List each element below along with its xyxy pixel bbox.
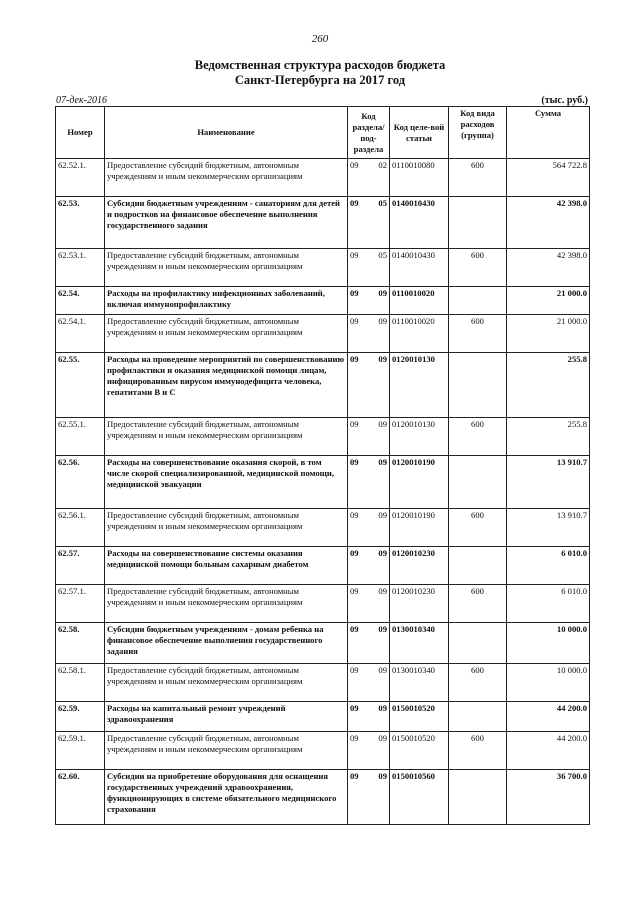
row-target-code: 0130010340 — [390, 664, 449, 702]
row-sum: 44 200.0 — [507, 702, 590, 732]
row-section-code — [348, 732, 390, 770]
subsection-code: 05 — [378, 250, 387, 260]
row-number: 62.60. — [56, 770, 105, 825]
row-name: Расходы на капитальный ремонт учреждений здравоохранения — [105, 702, 348, 732]
section-code: 09 — [350, 354, 359, 364]
document-date: 07-дек-2016 — [56, 95, 107, 106]
row-sum: 21 000.0 — [507, 287, 590, 315]
header-section: Код раздела/ под-раздела — [348, 107, 390, 159]
row-expense-type: 600 — [449, 418, 507, 456]
row-sum: 42 398.0 — [507, 197, 590, 249]
row-name: Предоставление субсидий бюджетным, автономным учреждениям и иным некоммерческим организациям — [105, 418, 348, 456]
table-row — [56, 585, 590, 623]
row-number: 62.58.1. — [56, 664, 105, 702]
row-number: 62.58. — [56, 623, 105, 664]
table-row — [56, 702, 590, 732]
section-code: 09 — [350, 624, 359, 634]
row-expense-type — [449, 770, 507, 825]
row-section-code — [348, 287, 390, 315]
row-expense-type — [449, 702, 507, 732]
row-expense-type — [449, 623, 507, 664]
row-sum: 10 000.0 — [507, 623, 590, 664]
header-target: Код целе-вой статьи — [390, 107, 449, 159]
row-expense-type — [449, 197, 507, 249]
subsection-code: 09 — [378, 665, 387, 675]
row-target-code: 0120010230 — [390, 547, 449, 585]
row-expense-type: 600 — [449, 732, 507, 770]
table-row — [56, 159, 590, 197]
table-row — [56, 664, 590, 702]
row-number: 62.55. — [56, 353, 105, 418]
row-section-code — [348, 664, 390, 702]
subsection-code: 09 — [378, 771, 387, 781]
row-name: Расходы на совершенствование оказания скорой, в том числе скорой специализированной, медицинской помощи, медицинской эвакуации — [105, 456, 348, 509]
section-code: 09 — [350, 665, 359, 675]
row-sum: 21 000.0 — [507, 315, 590, 353]
row-target-code: 0120010130 — [390, 418, 449, 456]
subsection-code: 09 — [378, 419, 387, 429]
subsection-code: 09 — [378, 316, 387, 326]
row-sum: 36 700.0 — [507, 770, 590, 825]
row-section-code — [348, 770, 390, 825]
subsection-code: 09 — [378, 354, 387, 364]
row-number: 62.59.1. — [56, 732, 105, 770]
units-label: (тыс. руб.) — [541, 95, 588, 106]
table-row — [56, 353, 590, 418]
table-header-row — [56, 107, 590, 159]
section-code: 09 — [350, 288, 359, 298]
table-row — [56, 249, 590, 287]
row-target-code: 0150010560 — [390, 770, 449, 825]
row-number: 62.56.1. — [56, 509, 105, 547]
table-row — [56, 315, 590, 353]
row-section-code — [348, 547, 390, 585]
row-expense-type: 600 — [449, 159, 507, 197]
row-number: 62.54. — [56, 287, 105, 315]
row-number: 62.57.1. — [56, 585, 105, 623]
row-section-code — [348, 159, 390, 197]
row-target-code: 0120010190 — [390, 509, 449, 547]
row-name: Расходы на профилактику инфекционных заболеваний, включая иммунопрофилактику — [105, 287, 348, 315]
header-name: Наименование — [105, 107, 348, 159]
row-expense-type: 600 — [449, 249, 507, 287]
table-body — [56, 159, 590, 825]
row-sum: 10 000.0 — [507, 664, 590, 702]
header-sum: Сумма — [507, 107, 590, 159]
row-number: 62.53. — [56, 197, 105, 249]
row-sum: 6 010.0 — [507, 585, 590, 623]
row-target-code: 0110010020 — [390, 315, 449, 353]
subsection-code: 05 — [378, 198, 387, 208]
section-code: 09 — [350, 250, 359, 260]
row-section-code — [348, 418, 390, 456]
row-section-code — [348, 249, 390, 287]
row-number: 62.57. — [56, 547, 105, 585]
row-section-code — [348, 456, 390, 509]
row-sum: 13 910.7 — [507, 456, 590, 509]
row-sum: 255.8 — [507, 418, 590, 456]
row-target-code: 0130010340 — [390, 623, 449, 664]
row-expense-type: 600 — [449, 585, 507, 623]
table-row — [56, 770, 590, 825]
row-sum: 44 200.0 — [507, 732, 590, 770]
budget-table — [55, 106, 590, 825]
row-section-code — [348, 623, 390, 664]
row-name: Расходы на проведение мероприятий по совершенствованию профилактики и оказания медицинской помощи лицам, инфицированным вирусом иммунодефицита человека, гепатитами В и С — [105, 353, 348, 418]
row-section-code — [348, 509, 390, 547]
table-row — [56, 456, 590, 509]
section-code: 09 — [350, 548, 359, 558]
row-expense-type — [449, 456, 507, 509]
row-target-code: 0120010130 — [390, 353, 449, 418]
row-name: Предоставление субсидий бюджетным, автономным учреждениям и иным некоммерческим организациям — [105, 585, 348, 623]
section-code: 09 — [350, 703, 359, 713]
section-code: 09 — [350, 586, 359, 596]
row-target-code: 0110010080 — [390, 159, 449, 197]
document-title — [0, 58, 640, 88]
subsection-code: 09 — [378, 510, 387, 520]
row-number: 62.55.1. — [56, 418, 105, 456]
row-name: Субсидии на приобретение оборудования для оснащения государственных учреждений здравоохранения, функционирующих в системе обязательного медицинского страхования — [105, 770, 348, 825]
row-name: Предоставление субсидий бюджетным, автономным учреждениям и иным некоммерческим организациям — [105, 732, 348, 770]
row-expense-type: 600 — [449, 315, 507, 353]
title-line-1: Ведомственная структура расходов бюджета — [194, 58, 446, 72]
section-code: 09 — [350, 771, 359, 781]
row-target-code: 0120010230 — [390, 585, 449, 623]
row-sum: 255.8 — [507, 353, 590, 418]
table-row — [56, 418, 590, 456]
row-name: Предоставление субсидий бюджетным, автономным учреждениям и иным некоммерческим организациям — [105, 664, 348, 702]
row-expense-type: 600 — [449, 664, 507, 702]
row-name: Предоставление субсидий бюджетным, автономным учреждениям и иным некоммерческим организациям — [105, 509, 348, 547]
row-name: Предоставление субсидий бюджетным, автономным учреждениям и иным некоммерческим организациям — [105, 159, 348, 197]
row-sum: 42 398.0 — [507, 249, 590, 287]
row-expense-type — [449, 353, 507, 418]
header-expense-type: Код вида расходов (группа) — [449, 107, 507, 159]
subsection-code: 02 — [378, 160, 387, 170]
subsection-code: 09 — [378, 548, 387, 558]
section-code: 09 — [350, 160, 359, 170]
row-section-code — [348, 315, 390, 353]
subsection-code: 09 — [378, 703, 387, 713]
row-expense-type — [449, 287, 507, 315]
row-section-code — [348, 585, 390, 623]
row-number: 62.53.1. — [56, 249, 105, 287]
row-sum: 564 722.8 — [507, 159, 590, 197]
page-number: 260 — [311, 33, 329, 45]
section-code: 09 — [350, 198, 359, 208]
section-code: 09 — [350, 510, 359, 520]
title-line-2: Санкт-Петербурга на 2017 год — [234, 73, 406, 87]
table-row — [56, 547, 590, 585]
row-target-code: 0110010020 — [390, 287, 449, 315]
row-name: Расходы на совершенствование системы оказания медицинской помощи больным сахарным диабетом — [105, 547, 348, 585]
row-name: Предоставление субсидий бюджетным, автономным учреждениям и иным некоммерческим организациям — [105, 315, 348, 353]
row-number: 62.54.1. — [56, 315, 105, 353]
row-sum: 6 010.0 — [507, 547, 590, 585]
row-number: 62.52.1. — [56, 159, 105, 197]
table-row — [56, 623, 590, 664]
row-section-code — [348, 353, 390, 418]
subsection-code: 09 — [378, 733, 387, 743]
row-target-code: 0150010520 — [390, 732, 449, 770]
row-name: Субсидии бюджетным учреждениям - домам ребенка на финансовое обеспечение выполнения государственного задания — [105, 623, 348, 664]
row-target-code: 0140010430 — [390, 197, 449, 249]
subsection-code: 09 — [378, 624, 387, 634]
row-number: 62.59. — [56, 702, 105, 732]
row-section-code — [348, 197, 390, 249]
header-number: Номер — [56, 107, 105, 159]
row-number: 62.56. — [56, 456, 105, 509]
section-code: 09 — [350, 733, 359, 743]
section-code: 09 — [350, 316, 359, 326]
row-target-code: 0150010520 — [390, 702, 449, 732]
subsection-code: 09 — [378, 457, 387, 467]
row-section-code — [348, 702, 390, 732]
row-expense-type: 600 — [449, 509, 507, 547]
table-row — [56, 509, 590, 547]
section-code: 09 — [350, 457, 359, 467]
row-name: Предоставление субсидий бюджетным, автономным учреждениям и иным некоммерческим организациям — [105, 249, 348, 287]
row-name: Субсидии бюджетным учреждениям - санаториям для детей и подростков на финансовое обеспечение выполнения государственного задания — [105, 197, 348, 249]
table-row — [56, 287, 590, 315]
table-row — [56, 197, 590, 249]
section-code: 09 — [350, 419, 359, 429]
subsection-code: 09 — [378, 288, 387, 298]
subsection-code: 09 — [378, 586, 387, 596]
row-sum: 13 910.7 — [507, 509, 590, 547]
row-target-code: 0120010190 — [390, 456, 449, 509]
row-target-code: 0140010430 — [390, 249, 449, 287]
table-row — [56, 732, 590, 770]
row-expense-type — [449, 547, 507, 585]
